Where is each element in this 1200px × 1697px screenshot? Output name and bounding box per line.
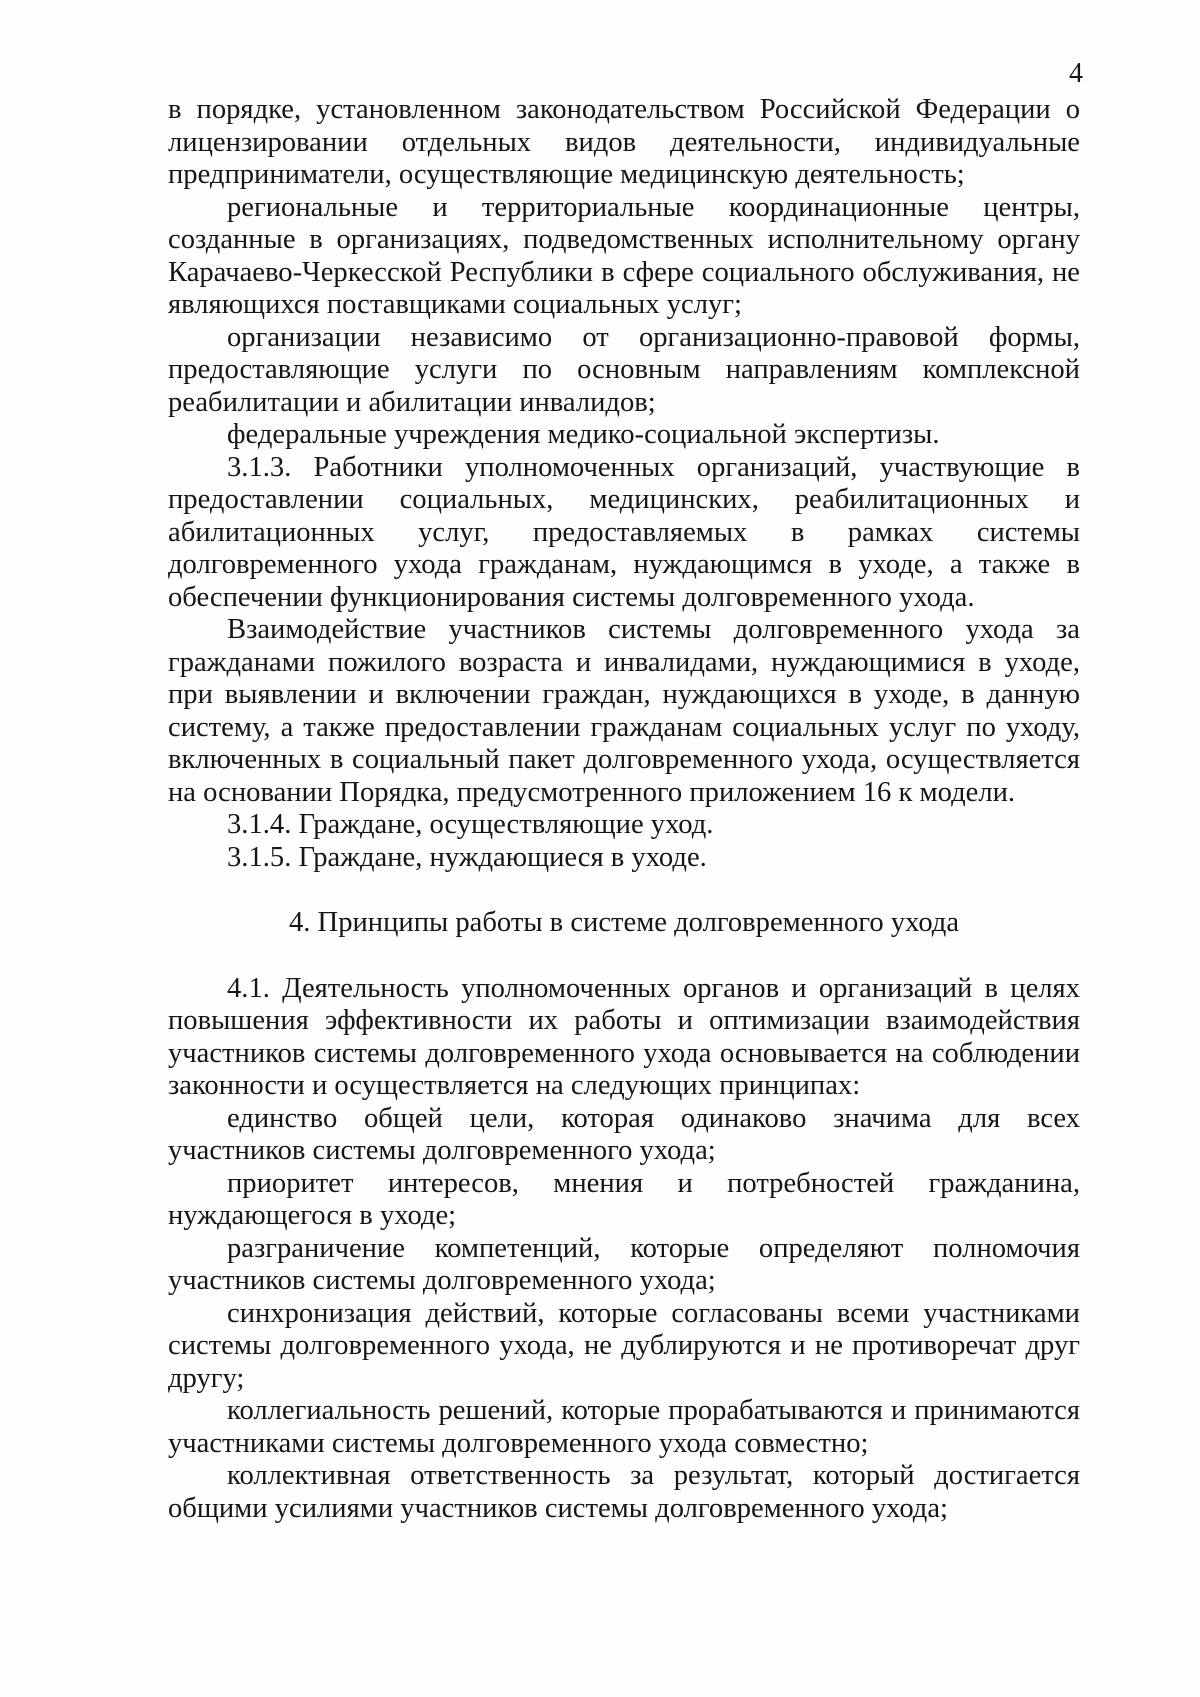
paragraph-rehabilitation-organizations: организации независимо от организационно-правовой формы, предоставляющие услуги по основным направлениям комплексной реабилитации и абилитации инвалидов; [168,321,1080,418]
paragraph-federal-institutions: федеральные учреждения медико-социальной экспертизы. [227,419,940,450]
principle-competence-division: разграничение компетенций, которые определяют полномочия участников системы долговременного ухода; [168,1232,1080,1296]
principle-collective-responsibility: коллективная ответственность за результат, который достигается общими усилиями участников системы долговременного ухода; [168,1460,1080,1524]
paragraph-4-1: 4.1. Деятельность уполномоченных органов и организаций в целях повышения эффективности их работы и оптимизации взаимодействия участников системы долговременного ухода основывается на соблюдении законности и осуществляется на следующих принципах: [168,972,1080,1101]
page-number: 4 [1069,58,1083,89]
paragraph-interaction: Взаимодействие участников системы долговременного ухода за гражданами пожилого возраста и инвалидами, нуждающимися в уходе, при выявлении и включении граждан, нуждающихся в уходе, в данную систему, а также предоставлении гражданам социальных услуг по уходу, включенных в социальный пакет долговременного ухода, осуществляется на основании Порядка, предусмотренного приложением 16 к модели. [168,614,1080,808]
principle-citizen-priority: приоритет интересов, мнения и потребностей гражданина, нуждающегося в уходе; [168,1167,1080,1231]
paragraph-3-1-4: 3.1.4. Граждане, осуществляющие уход. [227,809,714,840]
paragraph-licensed-entrepreneurs: в порядке, установленном законодательством Российской Федерации о лицензировании отдельных видов деятельности, индивидуальные предприниматели, осуществляющие медицинскую деятельность; [168,94,1080,190]
paragraph-3-1-5: 3.1.5. Граждане, нуждающиеся в уходе. [227,841,707,873]
paragraph-coordination-centers: региональные и территориальные координационные центры, созданные в организациях, подведомственных исполнительному органу Карачаево-Черкесской Республики в сфере социального обслуживания, не являющихся поставщиками социальных услуг; [168,191,1080,320]
section-heading: 4. Принципы работы в системе долговременного ухода [288,907,960,938]
document-body [168,94,1080,1525]
principle-collegiality: коллегиальность решений, которые прорабатываются и принимаются участниками системы долговременного ухода совместно; [168,1395,1080,1459]
principle-synchronization: синхронизация действий, которые согласованы всеми участниками системы долговременного ухода, не дублируются и не противоречат друг другу; [168,1297,1080,1394]
principle-common-goal: единство общей цели, которая одинаково значима для всех участников системы долговременного ухода; [168,1102,1080,1166]
paragraph-3-1-3: 3.1.3. Работники уполномоченных организаций, участвующие в предоставлении социальных, медицинских, реабилитационных и абилитационных услуг, предоставляемых в рамках системы долговременного ухода гражданам, нуждающимся в уходе, а также в обеспечении функционирования системы долговременного ухода. [168,451,1080,613]
